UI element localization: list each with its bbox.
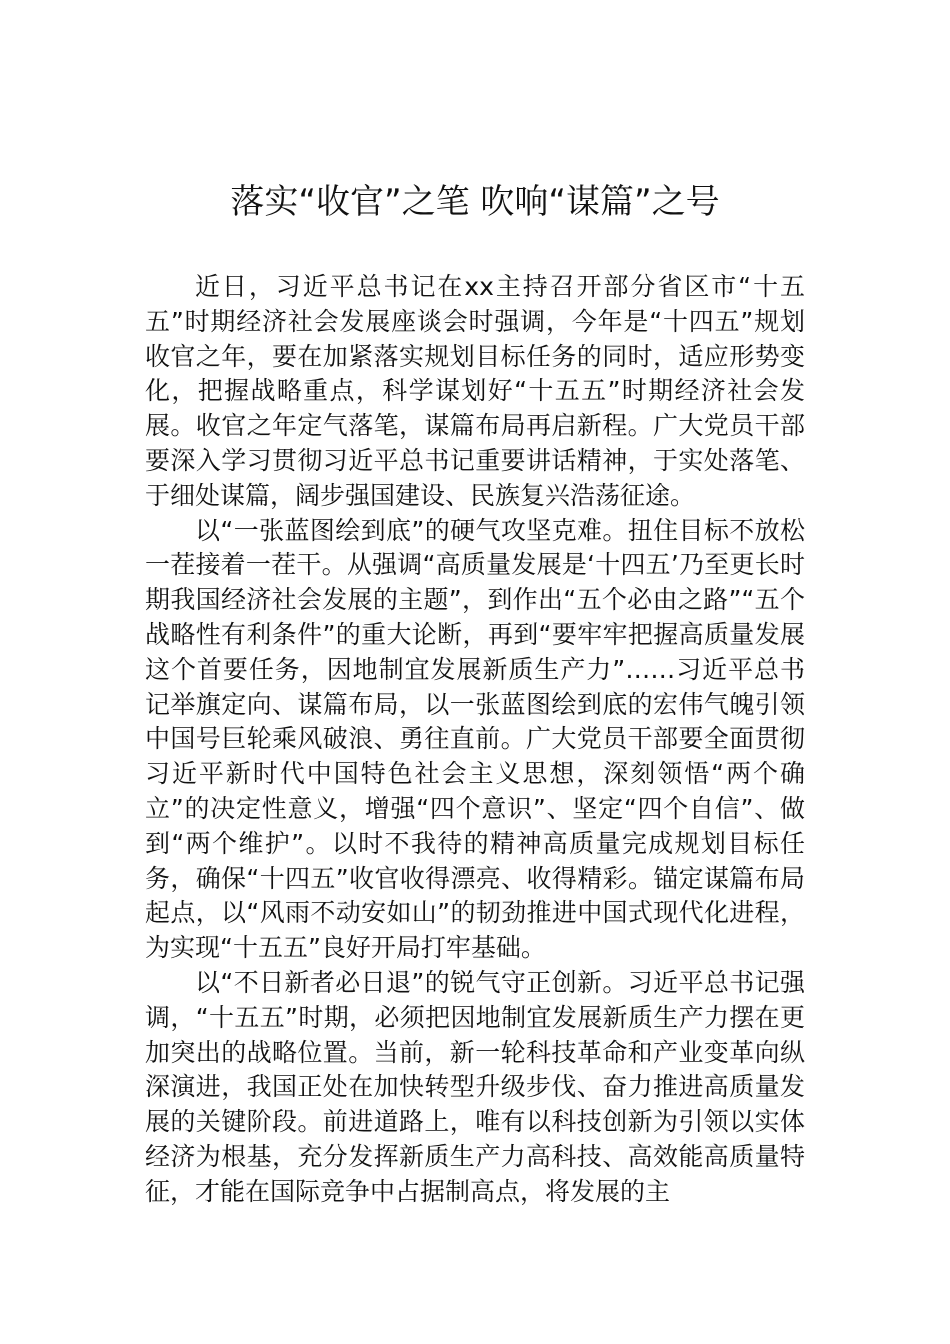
document-title: 落实“收官”之笔 吹响“谋篇”之号: [230, 182, 720, 222]
paragraph-2: 以“一张蓝图绘到底”的硬气攻坚克难。扭住目标不放松一茬接着一茬干。从强调“高质量发展是‘十四五’乃至更长时期我国经济社会发展的主题”，到作出“五个必由之路”“五个战略性有利条件”的重大论断，再到“要牢牢把握高质量发展这个首要任务，因地制宜发展新质生产力”……习近平总书记举旗定向、谋篇布局，以一张蓝图绘到底的宏伟气魄引领中国号巨轮乘风破浪、勇往直前。广大党员干部要全面贯彻习近平新时代中国特色社会主义思想，深刻领悟“两个确立”的决定性意义，增强“四个意识”、坚定“四个自信”、做到“两个维护”。以时不我待的精神高质量完成规划目标任务，确保“十四五”收官收得漂亮、收得精彩。锚定谋篇布局起点，以“风雨不动安如山”的韧劲推进中国式现代化进程，为实现“十五五”良好开局打牢基础。: [145, 515, 805, 963]
paragraph-1: 近日，习近平总书记在xx主持召开部分省区市“十五五”时期经济社会发展座谈会时强调，今年是“十四五”规划收官之年，要在加紧落实规划目标任务的同时，适应形势变化，把握战略重点，科学谋划好“十五五”时期经济社会发展。收官之年定气落笔，谋篇布局再启新程。广大党员干部要深入学习贯彻习近平总书记重要讲话精神，于实处落笔、于细处谋篇，阔步强国建设、民族复兴浩荡征途。: [145, 272, 805, 510]
paragraph-3: 以“不日新者必日退”的锐气守正创新。习近平总书记强调，“十五五”时期，必须把因地制宜发展新质生产力摆在更加突出的战略位置。当前，新一轮科技革命和产业变革向纵深演进，我国正处在加快转型升级步伐、奋力推进高质量发展的关键阶段。前进道路上，唯有以科技创新为引领以实体经济为根基，充分发挥新质生产力高科技、高效能高质量特征，才能在国际竞争中占据制高点，将发展的主: [145, 967, 805, 1206]
document-body: [145, 270, 805, 1210]
